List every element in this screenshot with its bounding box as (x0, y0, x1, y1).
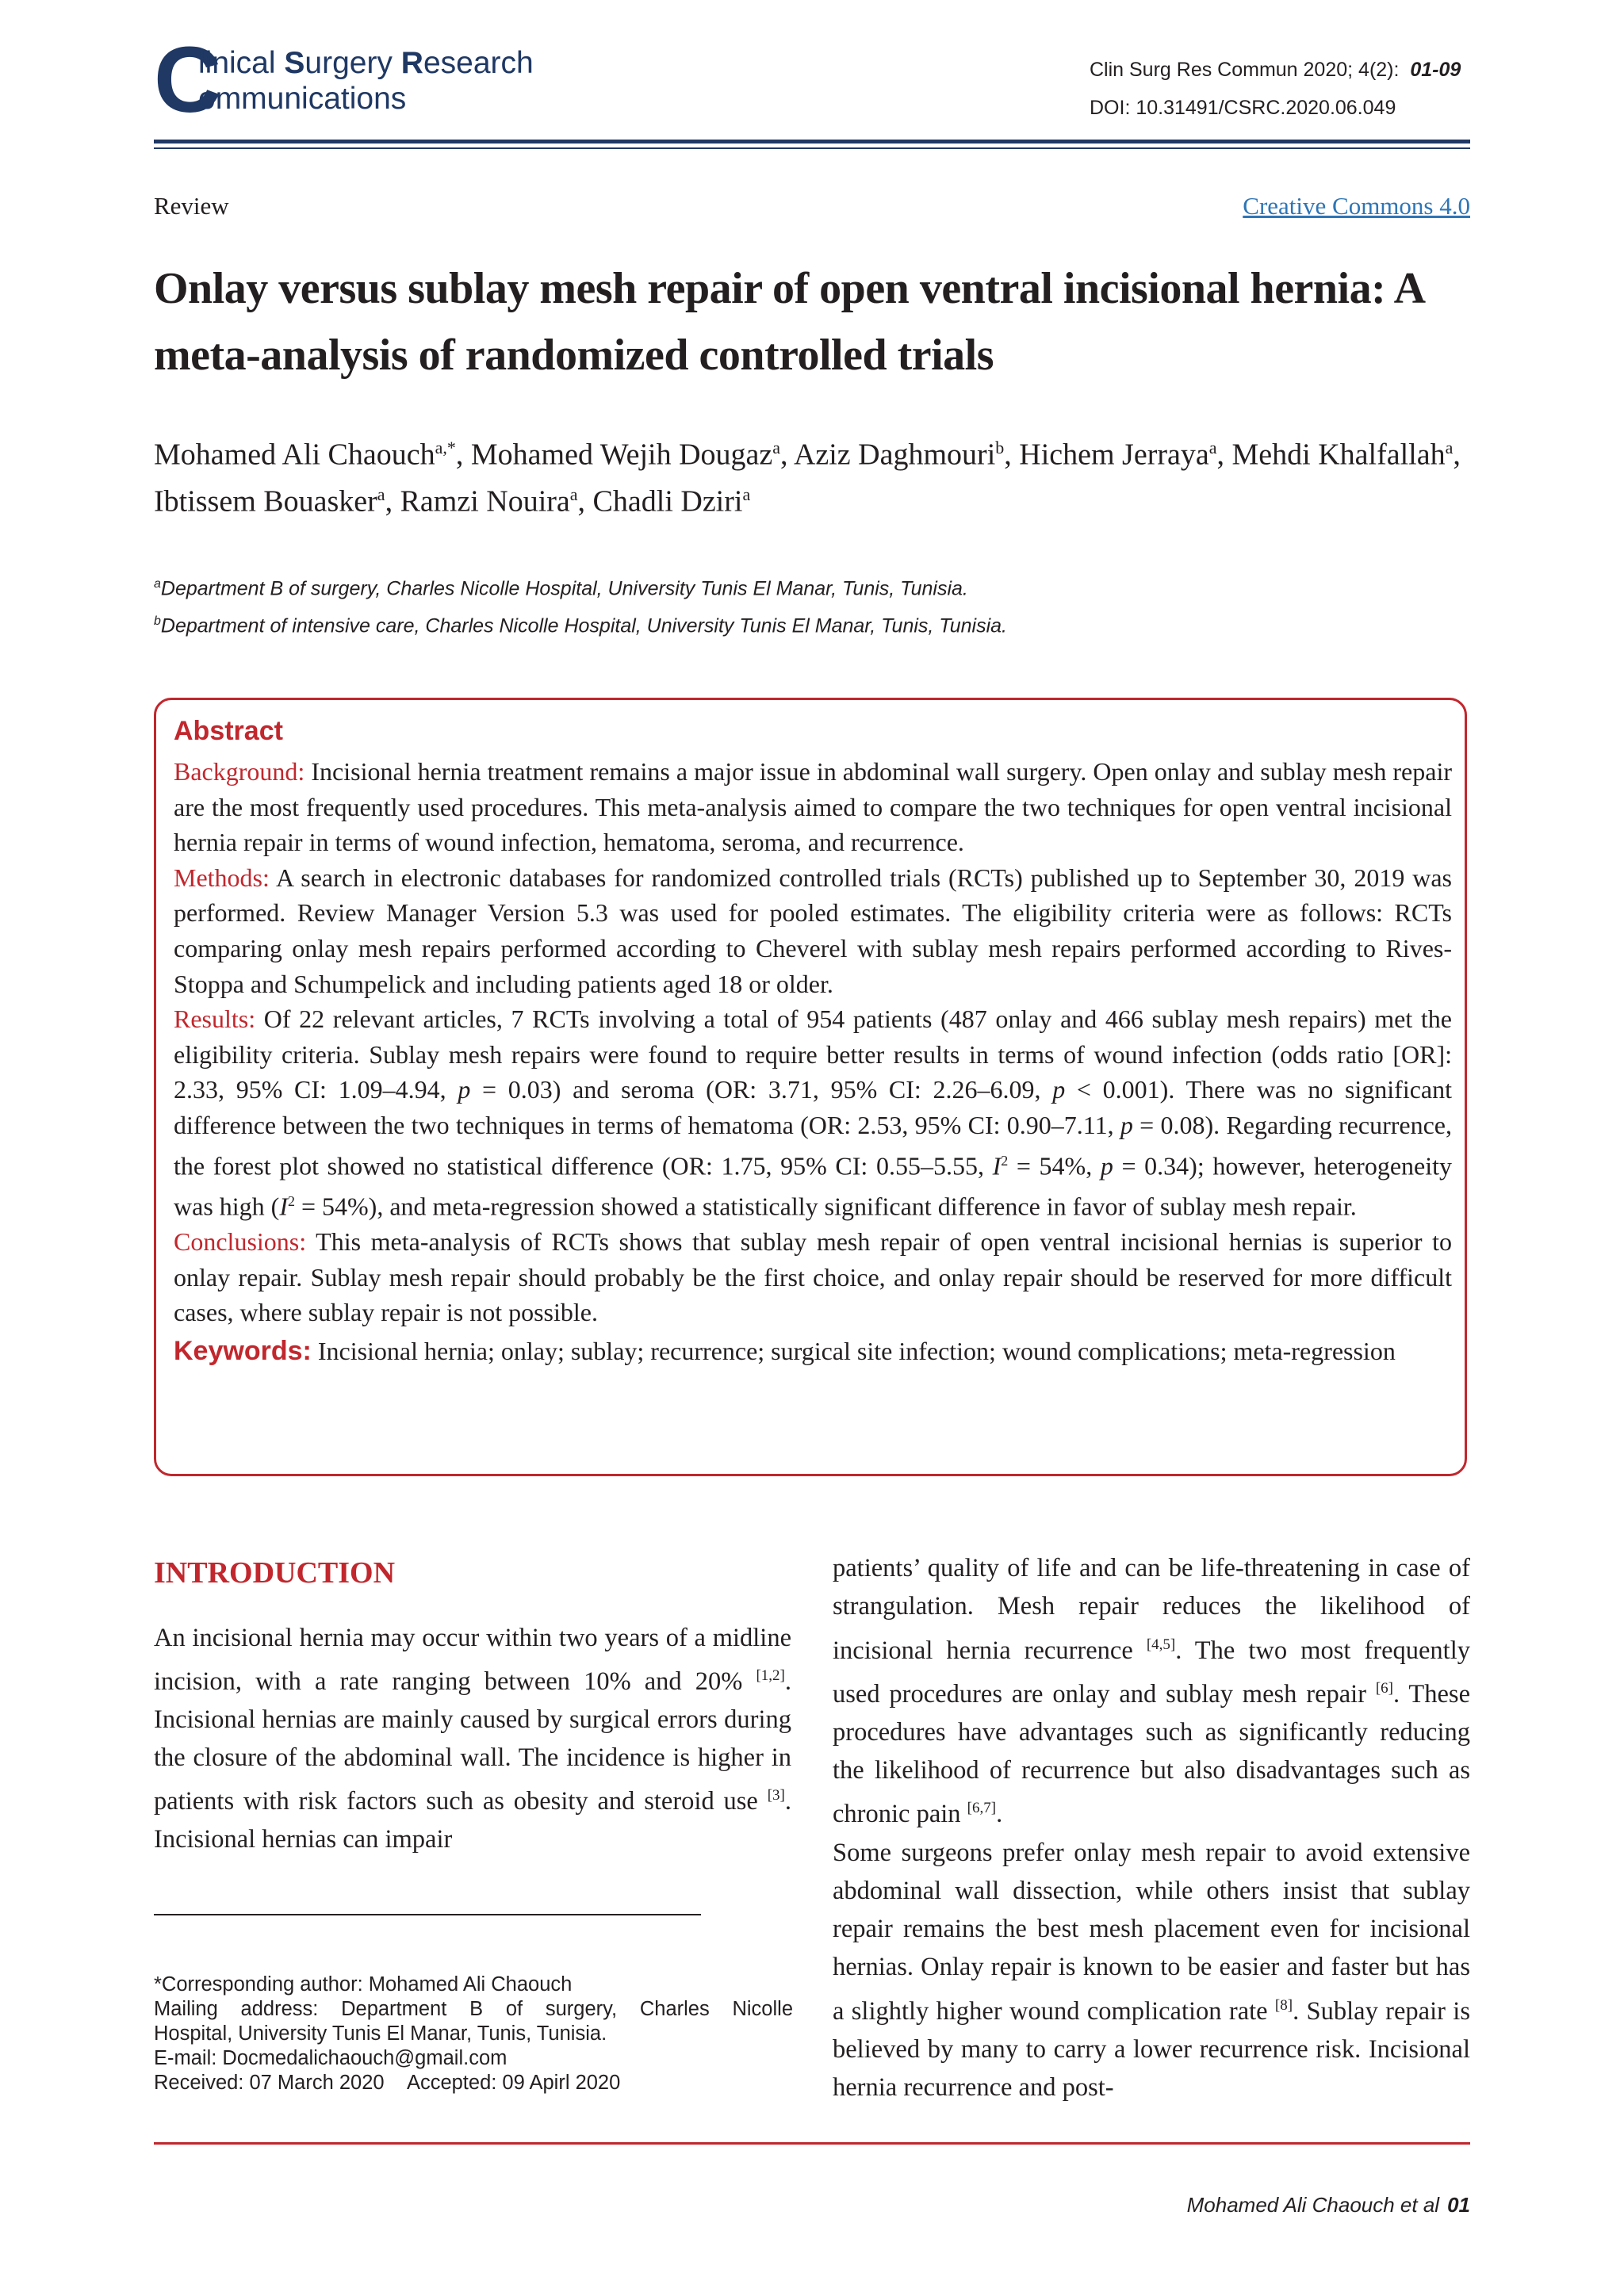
abstract-body (174, 754, 1452, 1368)
abstract-box (154, 698, 1467, 1476)
citation-ref: [6,7] (967, 1800, 997, 1817)
logo-big-letter: C (154, 28, 222, 132)
dates (154, 2071, 793, 2095)
footnote-rule (154, 1914, 701, 1915)
abstract-keywords: Keywords: Incisional hernia; onlay; sublay; recurrence; surgical site infection; wound complications; meta-regression (174, 1335, 1396, 1366)
author: Mohamed Ali Chaouch (154, 438, 435, 472)
author: Chadli Dziri (592, 484, 743, 519)
corresponding-author: *Corresponding author: Mohamed Ali Chaouch (154, 1973, 573, 1996)
footer-author: Mohamed Ali Chaouch et al (1186, 2193, 1440, 2217)
author: Aziz Daghmouri (793, 438, 996, 472)
introduction-heading: INTRODUCTION (154, 1556, 396, 1590)
abstract-conclusions: Conclusions: This meta-analysis of RCTs shows that sublay mesh repair of open ventral incisional hernias is superior to onlay repair. Sublay mesh repair should probably be the first choice, and onlay repair should be reserved for more difficult cases, where sublay repair is not possible. (174, 1227, 1453, 1327)
article-type: Review (154, 192, 229, 220)
header-rule-thin (154, 147, 1470, 149)
accepted-date: Accepted: 09 Apirl 2020 (406, 2072, 621, 2094)
page-range: 01-09 (1410, 59, 1461, 81)
page-number: 01 (1447, 2193, 1470, 2217)
citation-ref: [6] (1375, 1679, 1394, 1697)
citation-ref: [3] (767, 1786, 785, 1804)
abstract-background: Background: Incisional hernia treatment remains a major issue in abdominal wall surgery. Open onlay and sublay mesh repair are the most frequently used procedures. This meta-analysis aimed to compare the two techniques for open ventral incisional hernia repair in terms of wound infection, hematoma, seroma, and recurrence. (174, 757, 1453, 857)
email: E-mail: Docmedalichaouch@gmail.com (154, 2047, 508, 2069)
mailing-address: Mailing address: Department B of surgery, Charles Nicolle (154, 1998, 793, 2020)
paragraph: An incisional hernia may occur within two years of a midline incision, with a rate ranging between 10% and 20% [1,2]. Incisional hernias are mainly caused by surgical errors during the closure of the abdominal wall. The incidence is higher in patients with risk factors such as obesity and steroid use [3]. Incisional hernias can impair (154, 1624, 791, 1854)
citation-ref: [1,2] (756, 1667, 785, 1684)
header-rule-thick (154, 140, 1470, 144)
journal-logo (154, 28, 598, 132)
received-date: Received: 07 March 2020 (154, 2072, 385, 2094)
paragraph: patients’ quality of life and can be life-threatening in case of strangulation. Mesh repair reduces the likelihood of incisional hernia recurrence [4,5]. The two most frequently used procedures are onlay and sublay mesh repair [6]. These procedures have advantages such as significantly reducing the likelihood of recurrence but also disadvantages such as chronic pain [6,7]. (833, 1554, 1470, 1829)
paragraph: Some surgeons prefer onlay mesh repair to avoid extensive abdominal wall dissection, while others insist that sublay repair remains the best mesh placement even for incisional hernias. Onlay repair is known to be easier and faster but has a slightly higher wound complication rate [8]. Sublay repair is believed by many to carry a lower recurrence risk. Incisional hernia recurrence and post- (833, 1838, 1470, 2103)
journal-citation (1090, 51, 1470, 127)
doi: DOI: 10.31491/CSRC.2020.06.049 (1090, 97, 1396, 119)
abstract-heading: Abstract (174, 716, 283, 746)
author: Mehdi Khalfallah (1231, 438, 1446, 472)
affiliations (154, 568, 1486, 643)
author: Ramzi Nouira (400, 484, 570, 519)
author: Hichem Jerraya (1019, 438, 1209, 472)
author-list: Mohamed Ali Chaouch$^{a,*}$, Mohamed Wejih Dougaz$^a$, Aziz Daghmouri$^b$, Hichem Jerraya$^a$, Mehdi Khalfallah$^a$, Ibtissem Bouasker$^a$, Ramzi Nouira$^a$, Chadli Dziri$^a$ (154, 438, 1461, 519)
footer-rule (154, 2142, 1470, 2145)
abstract-methods: Methods: A search in electronic databases for randomized controlled trials (RCTs) published up to September 30, 2019 was performed. Review Manager Version 5.3 was used for pooled estimates. The eligibility criteria were as follows: RCTs comparing onlay mesh repairs performed according to Cheverel with sublay mesh repairs performed according to Rives-Stoppa and Schumpelick and including patients aged 18 or older. (174, 863, 1453, 998)
body-column-right (833, 1549, 1470, 2107)
page-footer (1187, 2193, 1470, 2218)
citation-ref: [4,5] (1146, 1636, 1176, 1653)
mailing-address-cont: Hospital, University Tunis El Manar, Tunis, Tunisia. (154, 2022, 607, 2045)
affiliation: $^a$Department B of surgery, Charles Nicolle Hospital, University Tunis El Manar, Tunis, Tunisia. (154, 577, 968, 600)
article-title: Onlay versus sublay mesh repair of open ventral incisional hernia: A meta-analysis of randomized controlled trials (154, 264, 1423, 380)
license-link[interactable]: Creative Commons 4.0 (1243, 192, 1470, 220)
abstract-results: Results: Of 22 relevant articles, 7 RCTs involving a total of 954 patients (487 onlay and 466 sublay mesh repairs) met the eligibility criteria. Sublay mesh repairs were found to require better results in terms of wound infection (odds ratio [OR]: 2.33, 95% CI: 1.09–4.94, p = 0.03) and seroma (OR: 3.71, 95% CI: 2.26–6.09, p < 0.001). There was no significant difference between the two techniques in terms of hematoma (OR: 2.53, 95% CI: 0.90–7.11, p = 0.08). Regarding recurrence, the forest plot showed no statistical difference (OR: 1.75, 95% CI: 0.55–5.55, $I^2 = 54\%$, p = 0.34); however, heterogeneity was high $(I^2 = 54\%)$, and meta-regression showed a statistically significant difference in favor of sublay mesh repair. (174, 1004, 1453, 1221)
logo-line-1: linical Surgery Research (198, 46, 534, 80)
correspondence-footnote (154, 1973, 793, 2095)
author: Ibtissem Bouasker (154, 484, 377, 519)
body-column-left (154, 1619, 791, 1858)
citation-line: Clin Surg Res Commun 2020; 4(2): 01-09 (1090, 59, 1461, 81)
logo-line-2: ommunications (198, 82, 407, 116)
affiliation: $^b$Department of intensive care, Charles Nicolle Hospital, University Tunis El Manar, Tunis, Tunisia. (154, 614, 1007, 637)
citation-ref: [8] (1274, 1996, 1293, 2014)
author: Mohamed Wejih Dougaz (470, 438, 773, 472)
